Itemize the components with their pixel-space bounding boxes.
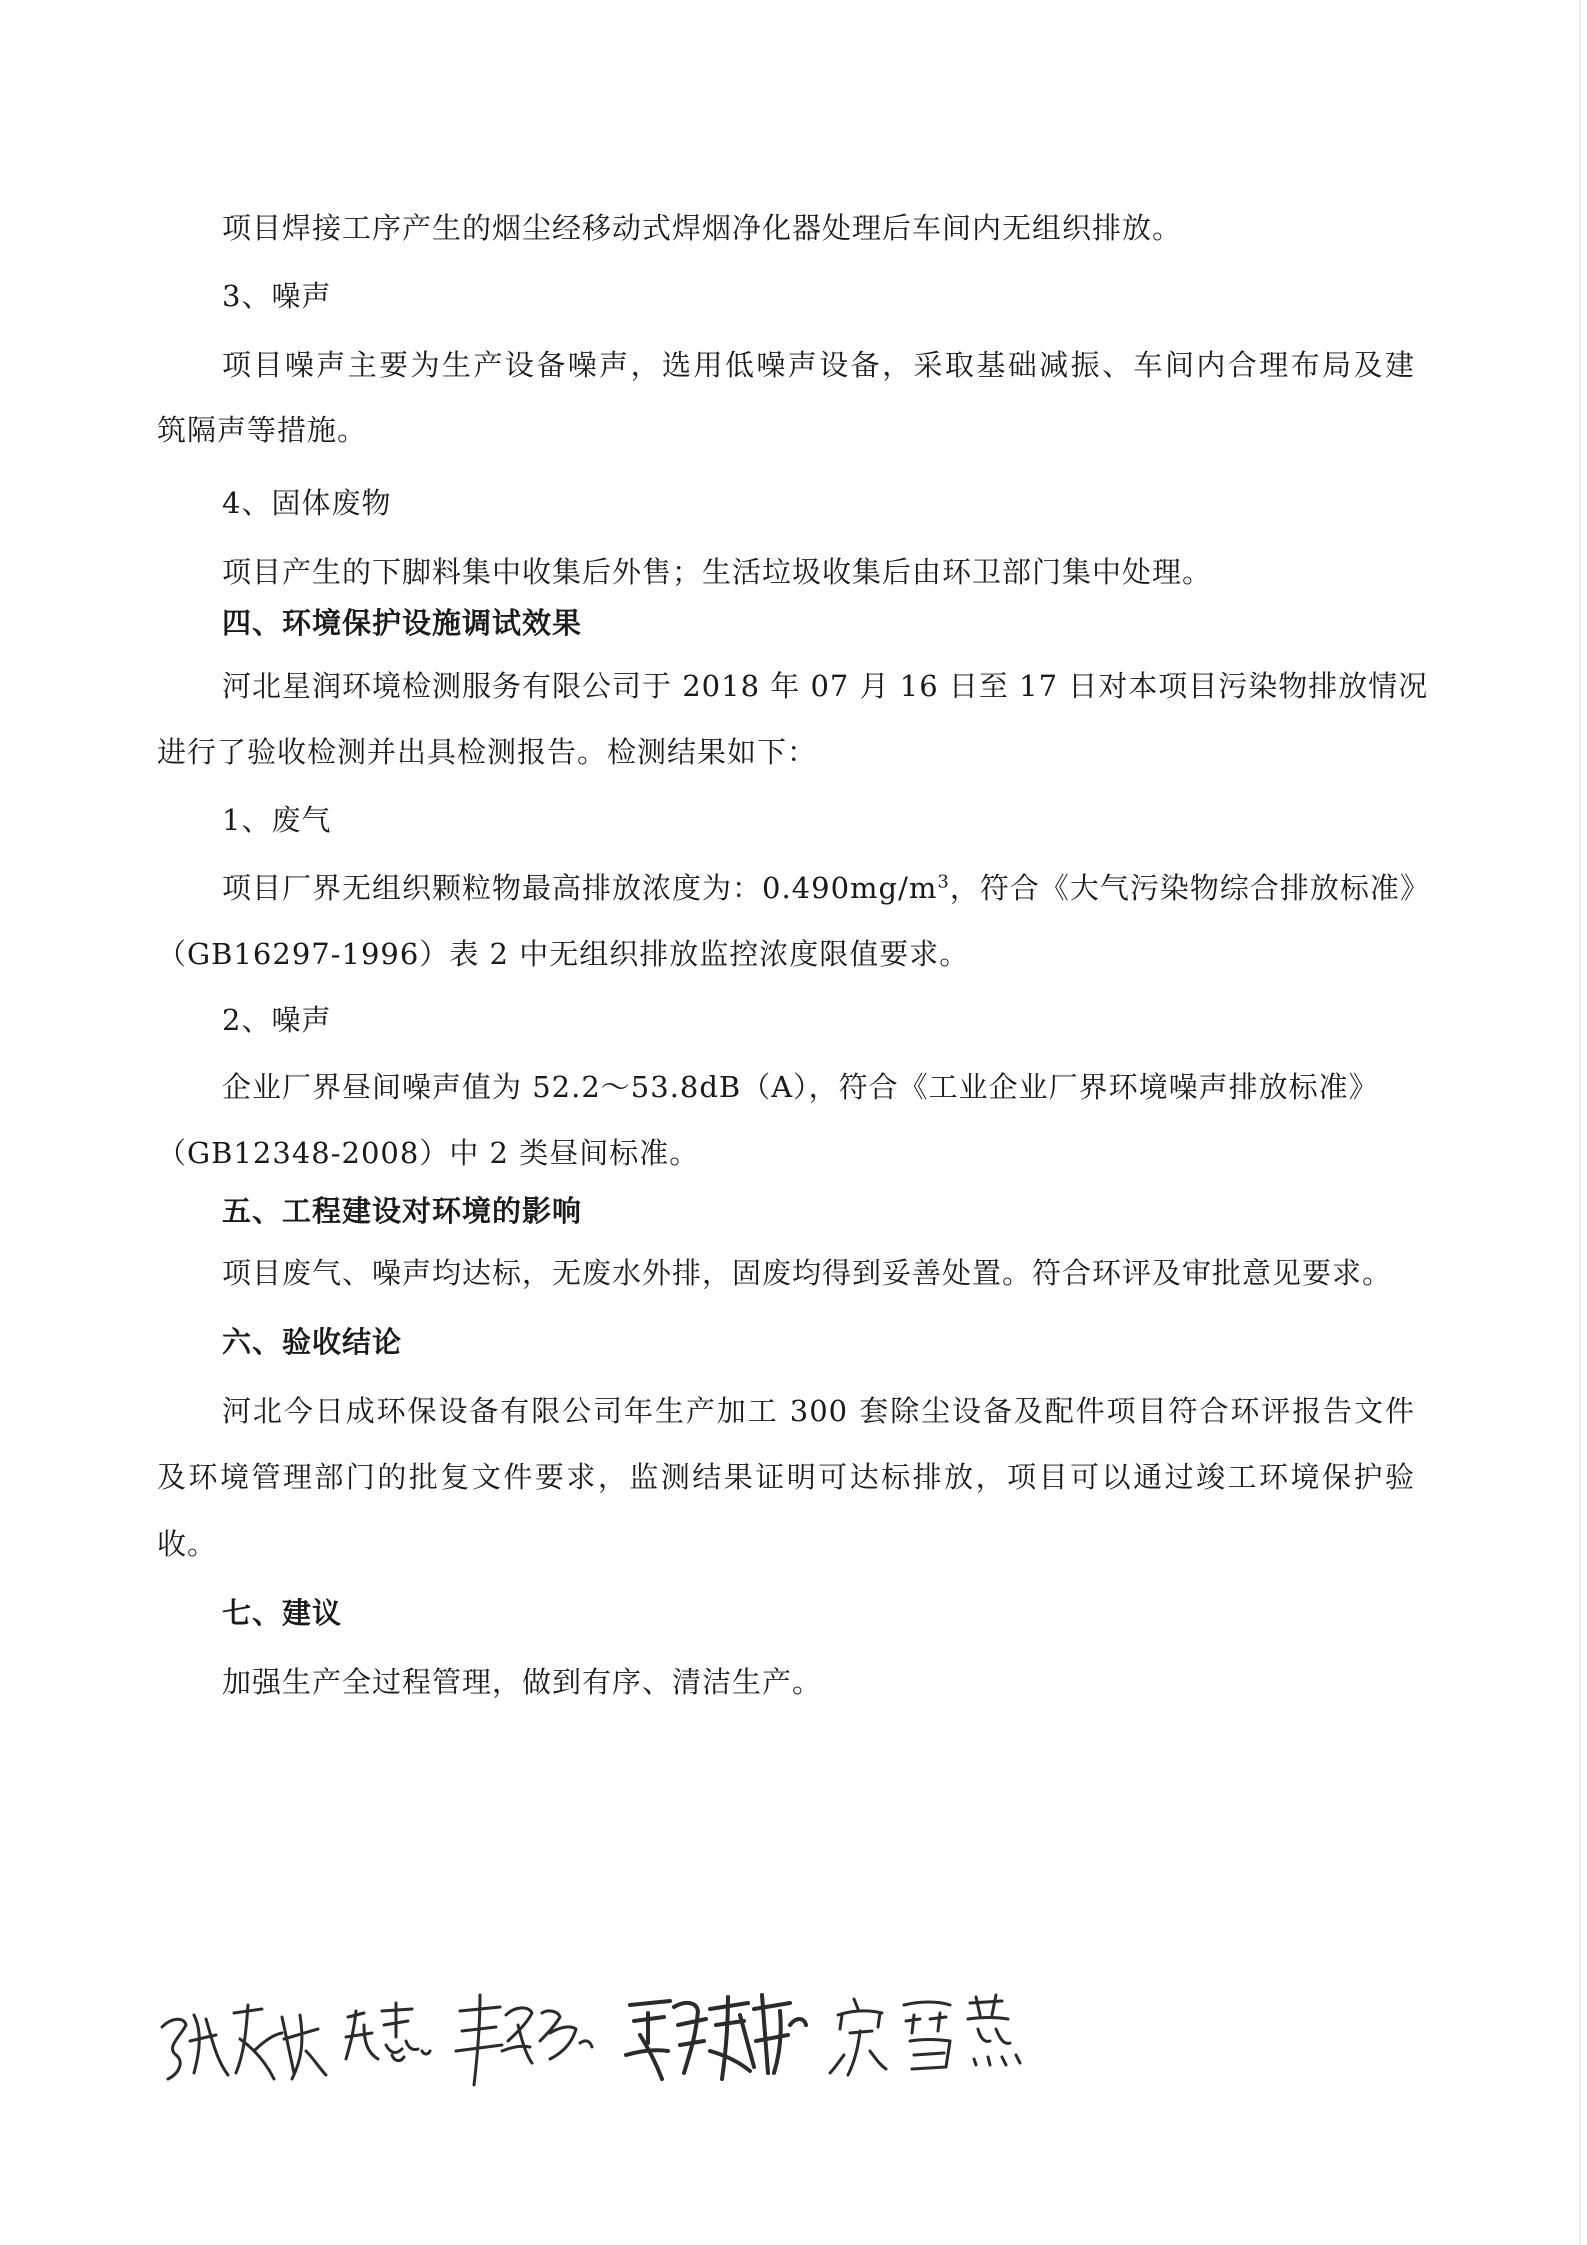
- section5-paragraph: 项目废气、噪声均达标，无废水外排，固废均得到妥善处置。符合环评及审批意见要求。: [222, 1256, 1393, 1290]
- gas-text-pre: 项目厂界无组织颗粒物最高排放浓度为：0.490mg/m: [222, 871, 938, 905]
- section4-paragraph-line1: 河北星润环境检测服务有限公司于 2018 年 07 月 16 日至 17 日对本项目污染物排放情况: [222, 669, 1429, 703]
- paragraph-solid-waste: 项目产生的下脚料集中收集后外售；生活垃圾收集后由环卫部门集中处理。: [222, 555, 1213, 589]
- section4-paragraph-line2: 进行了验收检测并出具检测报告。检测结果如下：: [157, 735, 818, 769]
- paragraph-gas-line1: [222, 870, 1430, 906]
- section6-paragraph-line2: 及环境管理部门的批复文件要求，监测结果证明可达标排放，项目可以通过竣工环境保护验: [157, 1460, 1415, 1494]
- paragraph-welding: 项目焊接工序产生的烟尘经移动式焊烟净化器处理后车间内无组织排放。: [222, 211, 1183, 245]
- paragraph-noise2-line1: 企业厂界昼间噪声值为 52.2～53.8dB（A），符合《工业企业厂界环境噪声排放标准》: [222, 1070, 1379, 1104]
- heading-exhaust-gas: 1、废气: [222, 803, 332, 837]
- paragraph-noise-line1: 项目噪声主要为生产设备噪声，选用低噪声设备，采取基础减振、车间内合理布局及建: [222, 348, 1415, 382]
- heading-solid-waste: 4、固体废物: [222, 486, 392, 520]
- signature-4: [626, 1995, 806, 2079]
- section6-paragraph-line3: 收。: [157, 1527, 218, 1561]
- gas-text-post: ，符合《大气污染物综合排放标准》: [949, 871, 1430, 905]
- paragraph-noise-line2: 筑隔声等措施。: [157, 413, 368, 447]
- gas-unit-superscript: 3: [937, 871, 950, 893]
- paragraph-gas-line2: （GB16297-1996）表 2 中无组织排放监控浓度限值要求。: [157, 937, 970, 971]
- section-title-6: 六、验收结论: [222, 1325, 403, 1359]
- section-title-4: 四、环境保护设施调试效果: [222, 606, 583, 640]
- scan-edge-line: [1579, 0, 1581, 2245]
- signature-3: [456, 1995, 592, 2085]
- signature-1: [162, 2005, 326, 2079]
- heading-noise-2: 2、噪声: [222, 1003, 332, 1037]
- section-title-5: 五、工程建设对环境的影响: [222, 1194, 583, 1228]
- signature-2: [346, 2003, 430, 2061]
- paragraph-noise2-line2: （GB12348-2008）中 2 类昼间标准。: [157, 1136, 700, 1170]
- section6-paragraph-line1: 河北今日成环保设备有限公司年生产加工 300 套除尘设备及配件项目符合环评报告文件: [222, 1394, 1415, 1428]
- heading-noise: 3、噪声: [222, 279, 332, 313]
- section7-paragraph: 加强生产全过程管理，做到有序、清洁生产。: [222, 1665, 823, 1699]
- signature-5: [830, 1995, 1020, 2075]
- section-title-7: 七、建议: [222, 1596, 343, 1630]
- signatures-image: [150, 1955, 1110, 2095]
